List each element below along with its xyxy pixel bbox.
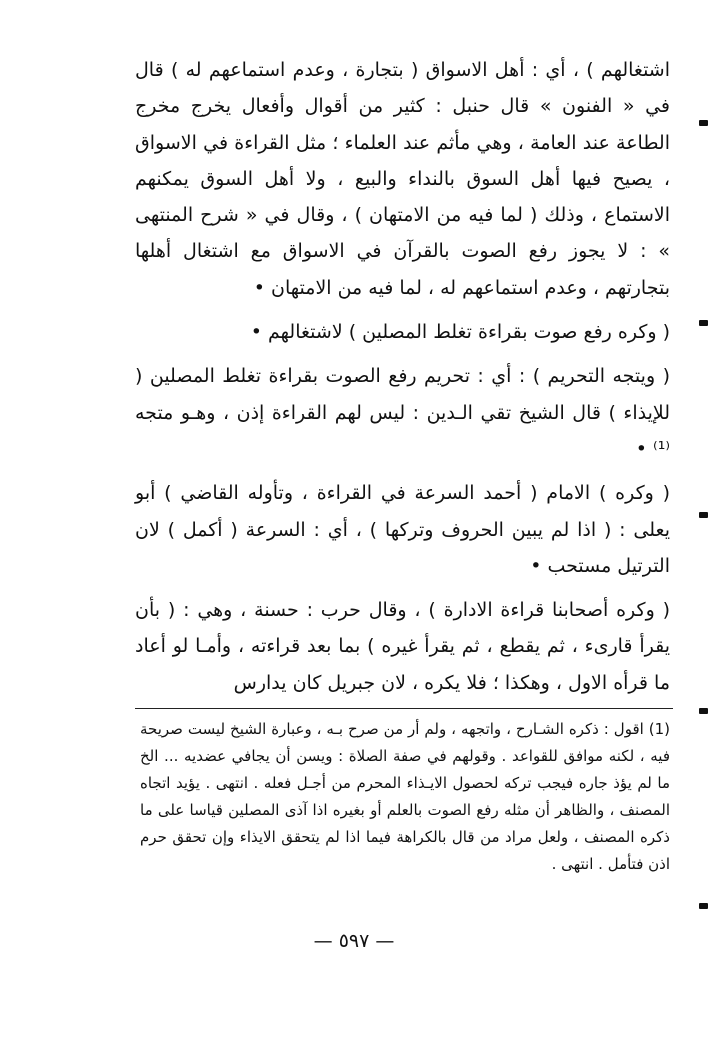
paragraph-4: ( وكره ) الامام ( أحمد السرعة في القراءة ، وتأوله القاضي ) أبو يعلى : ( اذا لم يبين الحروف وتركها ) ، أي : السرعة ( أكمل ) لان الترتيل مستحب •: [135, 482, 670, 577]
footnote-text: (1) اقول : ذكره الشـارح ، واتجهه ، ولم أر من صرح بـه ، وعبارة الشيخ ليست صريحة فيه ، لكنه موافق للقواعد . وقولهم في صفة الصلاة : ويسن أن يجافي عضديه ... الخ ما لم يؤذ جاره فيجب تركه لحصول الايـذاء المحرم من أجـل فعله . انتهى . يؤيد اتجاه المصنف ، والظاهر أن مثله رفع الصوت بالعلم أو بغيره اذا آذى المصلين قياسا على ما ذكره المصنف ، ولعل مراد من قال بالكراهة فيما اذا لم يتحقق الايذاء وإن تحقق حرم اذن فتأمل . انتهى .: [140, 720, 670, 874]
page-number: — ٥٩٧ —: [313, 930, 395, 952]
main-text-body: [135, 52, 670, 701]
paragraph-1: اشتغالهم ) ، أي : أهل الاسواق ( بتجارة ، وعدم استماعهم له ) قال في « الفنون » قال حنبل : كثير من أقوال وأفعال يخرج مخرج الطاعة عند العامة ، وهي مأثم عند العلماء ؛ مثل القراءة في الاسواق ، يصيح فيها أهل السوق بالنداء والبيع ، ولا أهل السوق يمكنهم الاستماع ، وذلك ( لما فيه من الامتهان ) ، وقال في « شرح المنتهى » : لا يجوز رفع الصوت بالقرآن في الاسواق مع اشتغال أهلها بتجارتهم ، وعدم استماعهم له ، لما فيه من الامتهان •: [135, 59, 670, 299]
footnote: [140, 716, 670, 879]
paragraph-3: ( ويتجه التحريم ) : أي : تحريم رفع الصوت بقراءة تغلط المصلين ( للإيذاء ) قال الشيخ تقي الـدين : ليس لهم القراءة إذن ، وهـو متجه ⁽¹⁾ •: [135, 365, 670, 460]
footnote-separator: [135, 708, 673, 709]
edge-mark: [699, 120, 708, 126]
edge-mark: [699, 708, 708, 714]
edge-mark: [699, 903, 708, 909]
edge-mark: [699, 320, 708, 326]
paragraph-2: ( وكره رفع صوت بقراءة تغلط المصلين ) لاشتغالهم •: [250, 321, 670, 344]
paragraph-5: ( وكره أصحابنا قراءة الادارة ) ، وقال حرب : حسنة ، وهي : ( بأن يقرأ قارىء ، ثم يقطع ، ثم يقرأ غيره ) بما بعد قراءته ، وأمـا لو أعاد ما قرأه الاول ، وهكذا ؛ فلا يكره ، لان جبريل كان يدارس: [135, 599, 670, 694]
edge-mark: [699, 512, 708, 518]
